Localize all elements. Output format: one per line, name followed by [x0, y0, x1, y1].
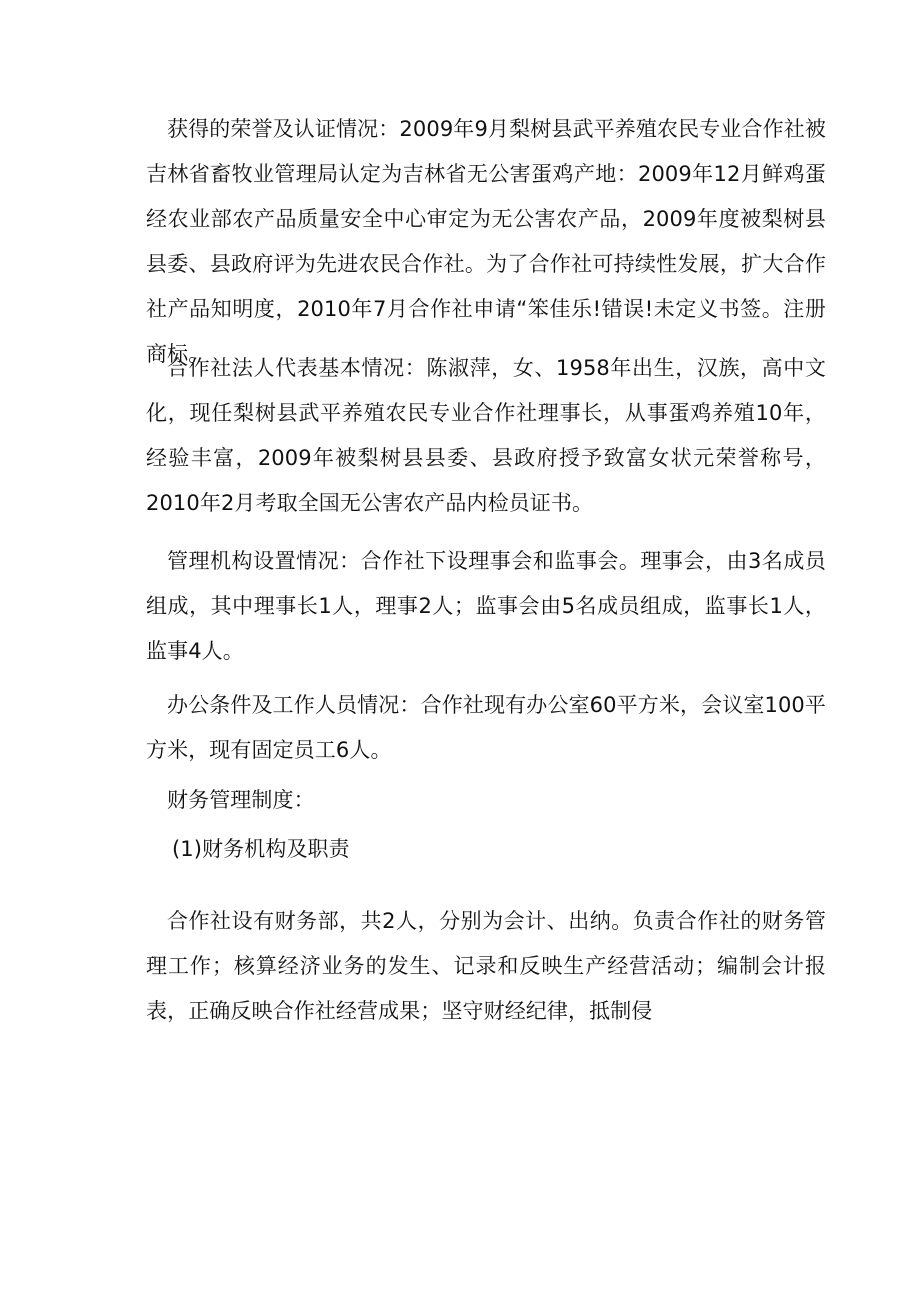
paragraph-finance-heading: 财务管理制度： — [167, 788, 315, 812]
paragraph-finance-department: 合作社设有财务部，共2人，分别为会计、出纳。负责合作社的财务管理工作；核算经济业务的发生、记录和反映生产经营活动；编制会计报表，正确反映合作社经营成果；坚守财经纪律，抵制侵 — [146, 909, 826, 1023]
paragraph-office-staff: 办公条件及工作人员情况：合作社现有办公室60平方米，会议室100平方米，现有固定员工6人。 — [146, 693, 826, 762]
paragraph-finance-subheading: (1)财务机构及职责 — [172, 837, 350, 861]
paragraph-management-structure: 管理机构设置情况：合作社下设理事会和监事会。理事会，由3名成员组成，其中理事长1人，理事2人；监事会由5名成员组成，监事长1人，监事4人。 — [146, 549, 826, 663]
paragraph-legal-representative: 合作社法人代表基本情况：陈淑萍，女、1958年出生，汉族，高中文化，现任梨树县武平养殖农民专业合作社理事长，从事蛋鸡养殖10年，经验丰富，2009年被梨树县县委、县政府授予致富女状元荣誉称号，2010年2月考取全国无公害农产品内检员证书。 — [146, 356, 826, 515]
paragraph-honors-certification: 获得的荣誉及认证情况：2009年9月梨树县武平养殖农民专业合作社被吉林省畜牧业管理局认定为吉林省无公害蛋鸡产地：2009年12月鲜鸡蛋经农业部农产品质量安全中心审定为无公害农产品，2009年度被梨树县县委、县政府评为先进农民合作社。为了合作社可持续性发展，扩大合作社产品知明度，2010年7月合作社申请“笨佳乐!错误!未定义书签。注册商标。 — [146, 117, 826, 366]
